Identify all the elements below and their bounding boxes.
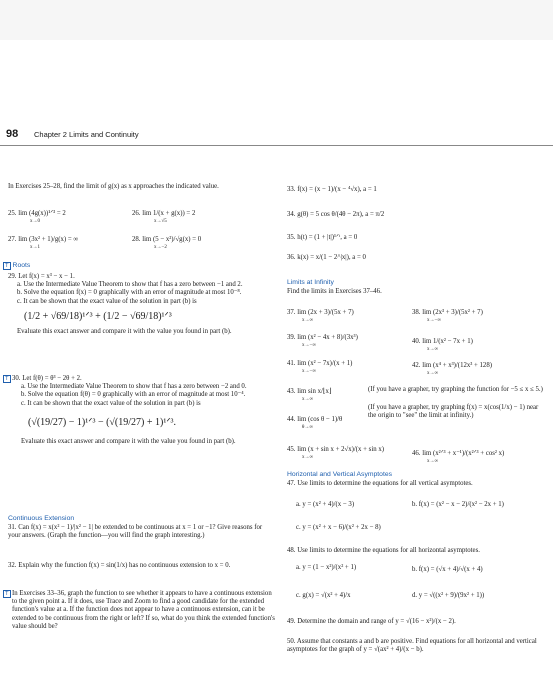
exercise-46-subscript: x→∞	[427, 459, 439, 464]
exercise-33-36-tag: T	[5, 591, 9, 597]
exercise-48a: a. y = (1 − x²)/(x² + 1)	[296, 564, 357, 571]
technology-tag: T	[5, 263, 9, 269]
continuous-extension-heading: Continuous Extension	[8, 515, 75, 522]
exercise-41-subscript: x→−∞	[302, 369, 316, 374]
exercise-28-subscript: x→−2	[154, 245, 167, 250]
header-rule	[0, 145, 553, 146]
exercise-45: 45. lim (x + sin x + 2√x)/(x + sin x)	[287, 446, 384, 453]
exercise-43-note: (If you have a grapher, try graphing the function for −5 ≤ x ≤ 5.)	[368, 386, 543, 393]
exercise-40: 40. lim 1/(x² − 7x + 1)	[412, 338, 473, 345]
exercise-25: 25. lim (4g(x))¹ᐟ³ = 2	[8, 210, 66, 217]
limits-at-infinity-intro: Find the limits in Exercises 37–46.	[287, 288, 382, 295]
exercise-47c: c. y = (x² + x − 6)/(x² + 2x − 8)	[296, 524, 381, 531]
exercise-34: 34. g(θ) = 5 cos θ/(4θ − 2π), a = π/2	[287, 211, 385, 218]
exercise-38: 38. lim (2x³ + 3)/(5x² + 7)	[412, 309, 483, 316]
exercise-29: 29. Let f(x) = x³ − x − 1. a. Use the Intermediate Value Theorem to show that f has a zero between −1 and 2. b. Solve the equation f(x) = 0 graphically with an error of magnitude at most 10⁻⁸. c. It can be shown that the exact value of the solution in part (b) is (1/2 + √69/18)¹ᐟ³ + (1/2 − √69/18)¹ᐟ³ Evaluate this exact answer and compare it with the value you found in part (b).	[8, 273, 276, 336]
exercise-42: 42. lim (x⁴ + x³)/(12x³ + 128)	[412, 362, 492, 369]
exercise-30-tag: T	[5, 376, 9, 382]
running-header: Chapter 2 Limits and Continuity	[34, 130, 139, 139]
exercise-29c: c. It can be shown that the exact value of the solution in part (b) is	[17, 297, 197, 305]
exercise-26: 26. lim 1/(x + g(x)) = 2	[132, 210, 196, 217]
limits-at-infinity-heading: Limits at Infinity	[287, 279, 334, 286]
exercise-46: 46. lim (x²ᐟ³ + x⁻¹)/(x²ᐟ³ + cos² x)	[412, 450, 505, 457]
asymptotes-heading: Horizontal and Vertical Asymptotes	[287, 471, 393, 478]
exercise-40-subscript: x→∞	[427, 347, 439, 352]
exercise-39: 39. lim (x² − 4x + 8)/(3x³)	[287, 334, 358, 341]
exercise-25-subscript: x→0	[30, 219, 40, 224]
exercise-26-subscript: x→√5	[154, 219, 167, 224]
left-column	[8, 183, 276, 191]
page-number: 98	[6, 128, 19, 140]
exercise-37-subscript: x→∞	[302, 318, 314, 323]
exercise-31: 31. Can f(x) = x(x² − 1)/|x² − 1| be extended to be continuous at x = 1 or −1? Give reasons for your answers. (Graph the function—you will find the graph interesting.)	[8, 524, 263, 540]
exercise-36: 36. k(x) = x/(1 − 2^|x|), a = 0	[287, 254, 366, 261]
exercise-50: 50. Assume that constants a and b are positive. Find equations for all horizontal and vertical asymptotes for the graph of y = √(ax² + 4)/(x − b).	[287, 638, 537, 654]
exercise-45-subscript: x→∞	[302, 455, 314, 460]
exercise-39-subscript: x→−∞	[302, 343, 316, 348]
exercise-37: 37. lim (2x + 3)/(5x + 7)	[287, 309, 354, 316]
exercise-48d: d. y = √((x² + 9)/(9x² + 1))	[412, 592, 485, 599]
exercise-49: 49. Determine the domain and range of y = √(16 − x²)/(x − 2).	[287, 618, 456, 625]
exercise-47: 47. Use limits to determine the equations for all vertical asymptotes.	[287, 480, 473, 487]
exercise-30c-formula: (√(19/27) − 1)¹ᐟ³ − (√(19/27) + 1)¹ᐟ³.	[28, 416, 177, 428]
exercise-48b: b. f(x) = (√x + 4)/√(x + 4)	[412, 566, 483, 573]
top-margin	[0, 0, 553, 40]
exercise-44-subscript: θ→∞	[302, 425, 313, 430]
exercise-27: 27. lim (3x² + 1)/g(x) = ∞	[8, 236, 79, 243]
exercise-29a: a. Use the Intermediate Value Theorem to show that f has a zero between −1 and 2.	[17, 281, 243, 289]
exercise-38-subscript: x→−∞	[427, 318, 441, 323]
exercise-29c-instructions: Evaluate this exact answer and compare it with the value you found in part (b).	[17, 327, 232, 335]
exercise-47a: a. y = (x² + 4)/(x − 3)	[296, 501, 355, 508]
exercise-30c: c. It can be shown that the exact value of the solution in part (b) is	[21, 399, 201, 407]
exercise-29c-formula: (1/2 + √69/18)¹ᐟ³ + (1/2 − √69/18)¹ᐟ³	[24, 310, 172, 322]
exercise-43-subscript: x→∞	[302, 397, 314, 402]
exercise-33-36-intro: In Exercises 33–36, graph the function to see whether it appears to have a continuous extension to the given point a. If it does, use Trace and Zoom to find a good candidate for the extended function's value at a. If the function does not appear to have a continuous extension, can it be extended to be continuous from the right or left? If so, what do you think the extended function's value should be?	[12, 590, 275, 630]
exercise-30b: b. Solve the equation f(θ) = 0 graphically with an error of magnitude at most 10⁻⁴.	[21, 391, 246, 399]
exercise-44-note: (If you have a grapher, try graphing f(x) = x(cos(1/x) − 1) near the origin to "see" the limit at infinity.)	[368, 404, 539, 420]
exercise-28: 28. lim (5 − x²)/√g(x) = 0	[132, 236, 202, 243]
exercise-27-subscript: x→1	[30, 245, 40, 250]
exercise-48c: c. g(x) = √(x² + 4)/x	[296, 592, 351, 599]
exercise-33: 33. f(x) = (x − 1)/(x − ⁴√x), a = 1	[287, 186, 377, 193]
exercise-47b: b. f(x) = (x² − x − 2)/(x² − 2x + 1)	[412, 501, 504, 508]
roots-heading: T Roots	[5, 262, 31, 269]
exercise-30c-instructions: Evaluate this exact answer and compare it with the value you found in part (b).	[21, 437, 236, 445]
exercise-30a: a. Use the Intermediate Value Theorem to show that f has a zero between −2 and 0.	[21, 383, 247, 391]
exercise-48: 48. Use limits to determine the equations for all horizontal asymptotes.	[287, 547, 480, 554]
exercise-35: 35. h(t) = (1 + |t|)¹ᐟᵗ, a = 0	[287, 234, 358, 241]
exercise-30: 30. Let f(θ) = θ³ − 2θ + 2. a. Use the Intermediate Value Theorem to show that f has a zero between −2 and 0. b. Solve the equation f(θ) = 0 graphically with an error of magnitude at most 10⁻⁴. c. It can be shown that the exact value of the solution in part (b) is (√(19/27) − 1)¹ᐟ³ − (√(19/27) + 1)¹ᐟ³. Evaluate this exact answer and compare it with the value you found in part (b).	[12, 375, 276, 446]
exercise-42-subscript: x→∞	[427, 371, 439, 376]
exercise-29b: b. Solve the equation f(x) = 0 graphically with an error of magnitude at most 10⁻⁸.	[17, 289, 242, 297]
intro-25-28: In Exercises 25–28, find the limit of g(x) as x approaches the indicated value.	[8, 183, 219, 190]
exercise-32: 32. Explain why the function f(x) = sin(1/x) has no continuous extension to x = 0.	[8, 562, 231, 569]
exercise-44: 44. lim (cos θ − 1)/θ	[287, 416, 343, 423]
exercise-41: 41. lim (x² − 7x)/(x + 1)	[287, 360, 353, 367]
exercise-43: 43. lim sin x/⌊x⌋	[287, 388, 332, 395]
